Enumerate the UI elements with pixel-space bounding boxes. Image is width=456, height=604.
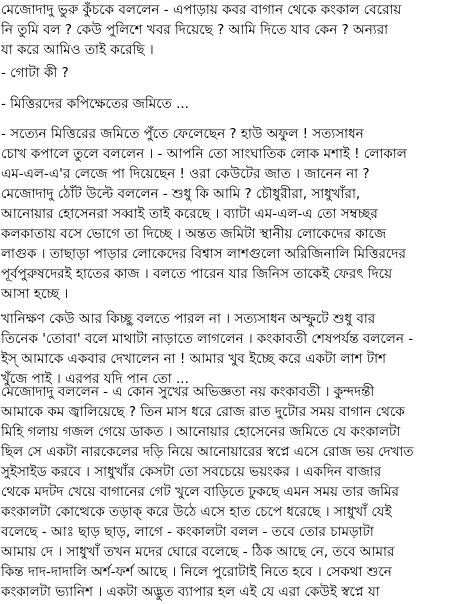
text-line: মেজোদাদু ভুরু কুঁচকে বললেন - এপাড়ায় কবর বাগান থেকে কংকাল বেরোয় [1, 2, 402, 18]
text-line: খানিক্ষণ কেউ আর কিচ্ছু বলতে পারল না । সত্যসাধন অস্ফুটে শুধু বার [1, 311, 376, 327]
text-line: আসা হচ্ছে । [1, 286, 69, 302]
text-line: ইস্‌ আমাকে একবার দেখালেন না ! আমার খুব ইচ্ছে করে একটা লাশ টাশ [1, 351, 386, 367]
text-line: এম-এল-এ'র লেজে পা দিয়েছেন ! ওরা কেউটের জাত । জানেন না ? [1, 166, 370, 182]
paragraph-3 [0, 94, 456, 114]
text-line: কংকালটা কোত্থেকে তড়াক্‌ করে উঠে এসে হাত চেপে ধরেছে । সাধুখাঁ যেই [1, 504, 392, 520]
paragraph-5 [0, 184, 456, 304]
paragraph-4 [0, 124, 456, 184]
text-line: বলেছে - আঃ ছাড় ছাড়, লাগে - কংকালটা বলল - তবে তোর চামড়াটা [1, 524, 374, 540]
text-line: মেজোদাদু বললেন - এ কোন সুখের অভিজ্ঞতা নয় কংকাবতী । কুন্দদন্তী [1, 384, 375, 400]
text-line: কংকালটা ভ্যানিশ । একটা অদ্ভুত ব্যাপার হল এই যে এরা কেউই স্বপ্নে যা [1, 584, 380, 600]
text-line: কিন্ত দাদ-দাদালি অর্শ-ফর্শ আছে । নিলে পুরোটাই নিতে হবে । সেকথা শুনে [1, 564, 392, 580]
text-line: তিনেক 'তোবা' বলে মাথাটা নাড়াতে লাগলেন । কংকাবতী শেষপর্যন্ত বললেন - [1, 331, 414, 347]
paragraph-7 [0, 382, 456, 602]
text-line: সুইসাইড করবে । সাধুখাঁর কেসটা তো সবচেয়ে ভয়ংকর । একদিন বাজার [1, 464, 382, 480]
text-line: চোখ কপালে তুলে বললেন । - আপনি তো সাংঘাতিক লোক মশাই ! লোকাল [1, 146, 407, 162]
text-line: যা করে আমিও তাই করেছি । [1, 42, 154, 58]
text-line: পূর্বপুরুষদেরই হাতের কাজ । বলতে পারেন যার জিনিস তাকেই ফেরৎ দিয়ে [1, 266, 393, 282]
text-line: মিহি গলায় গজল গেয়ে ডাকত । আনোয়ার হোসেনের জমিতে যে কংকালটা [1, 424, 401, 440]
text-line: - সত্যেন মিত্তিরের জমিতে পুঁতে ফেলেছেন ? হাউ অফুল ! সত্যসাধন [1, 126, 364, 142]
paragraph-6 [0, 309, 456, 389]
paragraph-1 [0, 0, 456, 60]
text-line: - গোটা কী ? [1, 65, 69, 81]
paragraph-2 [0, 63, 456, 83]
text-line: - মিত্তিরদের কপিক্ষেতের জমিতে ... [1, 96, 189, 112]
text-line: কলকাতায় বসে ভোগে তা দিচ্ছে । অন্তত জমিটা স্থানীয় লোকেদের কাজে [1, 226, 387, 242]
text-line: আমায় দে । সাধুখাঁ তখন মদের ঘোরে বলেছে - ঠিক আছে নে, তবে আমার [1, 544, 395, 560]
text-line: ছিল সে একটা নারকেলের দড়ি নিয়ে আনোয়ারের স্বপ্নে এসে রোজ ভয় দেখাত [1, 444, 414, 460]
text-line: থেকে মদটদ খেয়ে বাগানের গেট খুলে বাড়িতে ঢুকছে এমন সময় তার জমির [1, 484, 399, 500]
text-line: আনোয়ার হোসেনরা সব্বাই তাই করেছে । ব্যাটা এম-এল-এ তো সম্বচ্ছর [1, 206, 378, 222]
text-line: লাগুক । তাছাড়া পাড়ার লোকেদের বিশ্বাস লাশগুলো অরিজিনালি মিত্তিরদের [1, 246, 406, 262]
text-line: নি তুমি বল ? কেউ পুলিশে খবর দিয়েছে ? আমি দিতে যাব কেন ? অন্যরা [1, 22, 389, 38]
text-line: মেজোদাদু ঠোঁট উল্টে বললেন - শুধু কি আমি ? চৌধুরীরা, সাধুখাঁরা, [1, 186, 361, 202]
text-line: খুঁজে পাই । এরপর যদি পান তো ... [1, 371, 189, 387]
text-line: আমাকে কম জ্বালিয়েছে ? তিন মাস ধরে রোজ রাত দুটোর সময় বাগান থেকে [1, 404, 405, 420]
